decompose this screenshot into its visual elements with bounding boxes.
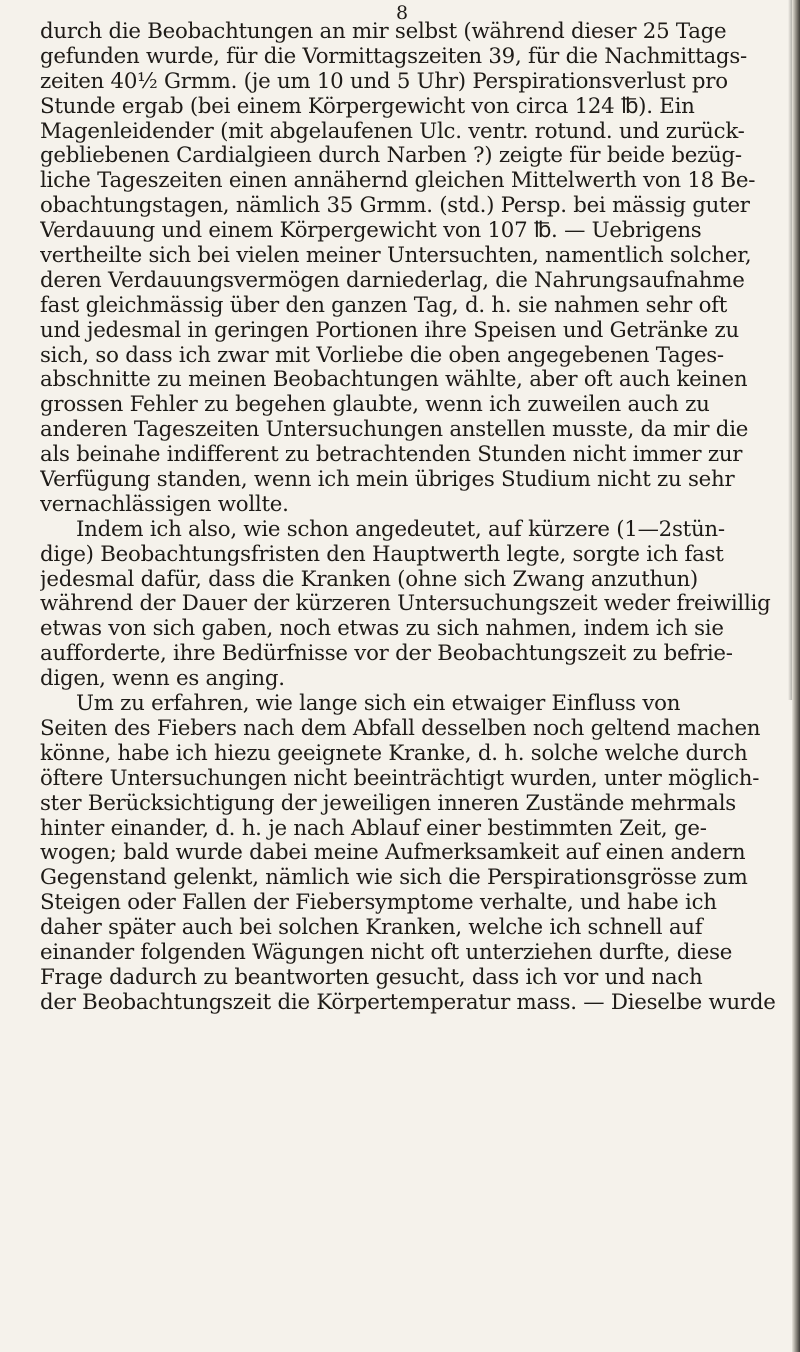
text-line: wogen; bald wurde dabei meine Aufmerksamkeit auf einen andern (40, 841, 746, 866)
text-line: aufforderte, ihre Bedürfnisse vor der Beobachtungszeit zu befrie- (40, 642, 733, 667)
paragraph-1 (40, 20, 792, 518)
text-line: Um zu erfahren, wie lange sich ein etwaiger Einfluss von (76, 692, 681, 717)
text-line: liche Tageszeiten einen annähernd gleichen Mittelwerth von 18 Be- (40, 169, 756, 194)
text-line: könne, habe ich hiezu geeignete Kranke, d. h. solche welche durch (40, 741, 748, 766)
text-line: zeiten 40½ Grmm. (je um 10 und 5 Uhr) Perspirationsverlust pro (40, 69, 728, 94)
text-line: vernachlässigen wollte. (40, 492, 289, 517)
text-line: der Beobachtungszeit die Körpertemperatur mass. — Dieselbe wurde (40, 990, 776, 1015)
text-line: Frage dadurch zu beantworten gesucht, dass ich vor und nach (40, 965, 703, 990)
text-line: dige) Beobachtungsfristen den Hauptwerth legte, sorgte ich fast (40, 542, 724, 567)
paragraph-3 (40, 692, 792, 1016)
text-line: öftere Untersuchungen nicht beeinträchtigt wurden, unter möglich- (40, 766, 760, 791)
text-line: vertheilte sich bei vielen meiner Untersuchten, namentlich solcher, (40, 244, 752, 269)
text-line: digen, wenn es anging. (40, 667, 285, 692)
text-line: jedesmal dafür, dass die Kranken (ohne sich Zwang anzuthun) (40, 567, 698, 592)
text-line: deren Verdauungsvermögen darniederlag, die Nahrungsaufnahme (40, 268, 745, 293)
text-line: fast gleichmässig über den ganzen Tag, d. h. sie nahmen sehr oft (40, 293, 728, 318)
text-line: sich, so dass ich zwar mit Vorliebe die oben angegebenen Tages- (40, 343, 724, 368)
text-line: gefunden wurde, für die Vormittagszeiten 39, für die Nachmittags- (40, 44, 747, 69)
body-text (40, 20, 792, 1016)
text-line: Indem ich also, wie schon angedeutet, auf kürzere (1—2stün- (76, 517, 725, 542)
text-line: gebliebenen Cardialgieen durch Narben ?) zeigte für beide bezüg- (40, 144, 742, 169)
text-line: Verdauung und einem Körpergewicht von 107 ℔. — Uebrigens (40, 219, 702, 244)
text-line: Verfügung standen, wenn ich mein übriges Studium nicht zu sehr (40, 468, 735, 493)
text-line: grossen Fehler zu begehen glaubte, wenn ich zuweilen auch zu (40, 393, 710, 418)
text-line: und jedesmal in geringen Portionen ihre Speisen und Getränke zu (40, 318, 739, 343)
text-line: obachtungstagen, nämlich 35 Grmm. (std.) Persp. bei mässig guter (40, 194, 750, 219)
book-spine-edge (792, 0, 800, 1352)
text-line: daher später auch bei solchen Kranken, welche ich schnell auf (40, 916, 703, 941)
text-line: etwas von sich gaben, noch etwas zu sich nahmen, indem ich sie (40, 617, 724, 642)
text-line: während der Dauer der kürzeren Untersuchungszeit weder freiwillig (40, 592, 771, 617)
paragraph-2 (40, 518, 792, 692)
text-line: abschnitte zu meinen Beobachtungen wählte, aber oft auch keinen (40, 368, 748, 393)
text-line: Seiten des Fiebers nach dem Abfall desselben noch geltend machen (40, 716, 761, 741)
text-line: Stunde ergab (bei einem Körpergewicht von circa 124 ℔). Ein (40, 94, 695, 119)
text-line: als beinahe indifferent zu betrachtenden Stunden nicht immer zur (40, 443, 743, 468)
text-line: ster Berücksichtigung der jeweiligen inneren Zustände mehrmals (40, 791, 736, 816)
text-line: Steigen oder Fallen der Fiebersymptome verhalte, und habe ich (40, 891, 717, 916)
text-line: durch die Beobachtungen an mir selbst (während dieser 25 Tage (40, 20, 727, 44)
text-line: Magenleidender (mit abgelaufenen Ulc. ventr. rotund. und zurück- (40, 119, 745, 144)
text-line: hinter einander, d. h. je nach Ablauf einer bestimmten Zeit, ge- (40, 816, 707, 841)
text-line: einander folgenden Wägungen nicht oft unterziehen durfte, diese (40, 940, 733, 965)
text-line: Gegenstand gelenkt, nämlich wie sich die Perspirationsgrösse zum (40, 866, 748, 891)
page-number: 8 (395, 2, 409, 24)
text-line: anderen Tageszeiten Untersuchungen anstellen musste, da mir die (40, 418, 749, 443)
